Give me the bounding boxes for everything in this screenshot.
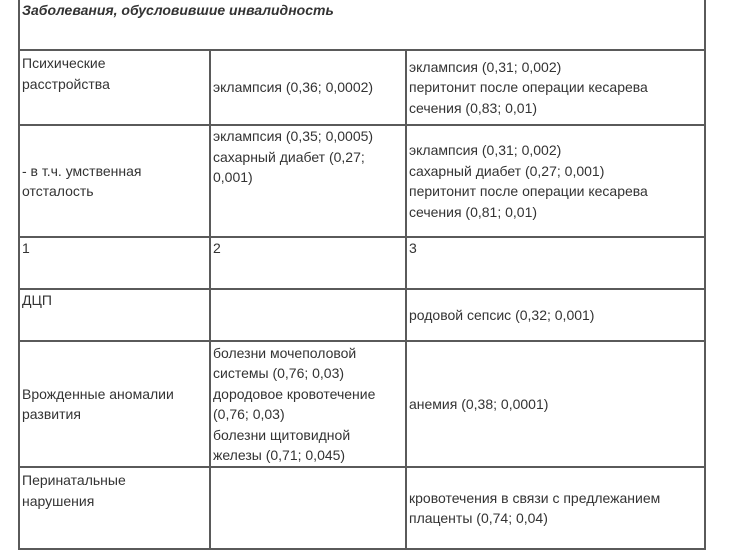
cell-text: железы (0,71; 0,045): [213, 447, 346, 463]
cell-text: ДЦП: [22, 292, 52, 308]
col2-cell: [210, 125, 406, 237]
col2-cell: [210, 467, 406, 549]
cell-text: дородовое кровотечение: [213, 385, 376, 402]
col2-cell: [210, 237, 406, 289]
cell-text: 1: [22, 240, 30, 256]
table-row: [19, 289, 705, 341]
cell-text: отсталость: [22, 183, 94, 199]
col3-cell: [406, 237, 705, 289]
disability-causes-table: [18, 0, 706, 550]
table-row: [19, 467, 705, 549]
row-label-cell: [19, 125, 210, 237]
cell-text: расстройства: [22, 75, 110, 92]
col2-cell: [210, 50, 406, 125]
col3-cell: [406, 125, 705, 237]
cell-text: системы (0,76; 0,03): [213, 365, 345, 381]
cell-text: - в т.ч. умственная: [22, 162, 142, 179]
table-row: [19, 341, 705, 467]
cell-text: эклампсия (0,31; 0,002): [409, 58, 562, 75]
cell-text: нарушения: [22, 492, 95, 509]
row-label-cell: [19, 237, 210, 289]
cell-text: болезни щитовидной: [213, 426, 351, 443]
table-heading-row: [19, 0, 705, 50]
cell-text: кровотечения в связи с предлежанием: [409, 489, 661, 506]
table-row: [19, 237, 705, 289]
cell-text: сечения (0,81; 0,01): [409, 203, 538, 220]
cell-text: эклампсия (0,35; 0,0005): [213, 128, 374, 144]
cell-text: сахарный диабет (0,27; 0,001): [409, 162, 605, 179]
cell-text: эклампсия (0,36; 0,0002): [213, 79, 374, 96]
cell-text: анемия (0,38; 0,0001): [409, 395, 549, 412]
cell-text: перитонит после операции кесарева: [409, 183, 648, 199]
cell-text: 2: [213, 240, 221, 256]
col3-cell: [406, 50, 705, 125]
cell-text: родовой сепсис (0,32; 0,001): [409, 306, 595, 323]
cell-text: Психические: [22, 55, 106, 71]
cell-text: Перинатальные: [22, 472, 126, 488]
cell-text: (0,76; 0,03): [213, 406, 285, 422]
row-label-cell: [19, 50, 210, 125]
col2-cell: [210, 289, 406, 341]
cell-text: Врожденные аномалии: [22, 385, 174, 402]
cell-text: болезни мочеполовой: [213, 344, 357, 361]
cell-text: сечения (0,83; 0,01): [409, 99, 538, 116]
row-label-cell: [19, 289, 210, 341]
col3-cell: [406, 467, 705, 549]
cell-text: 0,001): [213, 169, 253, 185]
cell-text: развития: [22, 406, 81, 422]
row-label-cell: [19, 341, 210, 467]
cell-text: 3: [409, 240, 417, 256]
table-row: [19, 50, 705, 125]
col2-cell: [210, 341, 406, 467]
table-heading: Заболевания, обусловившие инвалидность: [19, 0, 705, 50]
cell-text: перитонит после операции кесарева: [409, 79, 648, 96]
cell-text: плаценты (0,74; 0,04): [409, 510, 548, 526]
table-row: [19, 125, 705, 237]
col3-cell: [406, 341, 705, 467]
col3-cell: [406, 289, 705, 341]
cell-text: сахарный диабет (0,27;: [213, 148, 365, 165]
cell-text: эклампсия (0,31; 0,002): [409, 142, 562, 158]
row-label-cell: [19, 467, 210, 549]
